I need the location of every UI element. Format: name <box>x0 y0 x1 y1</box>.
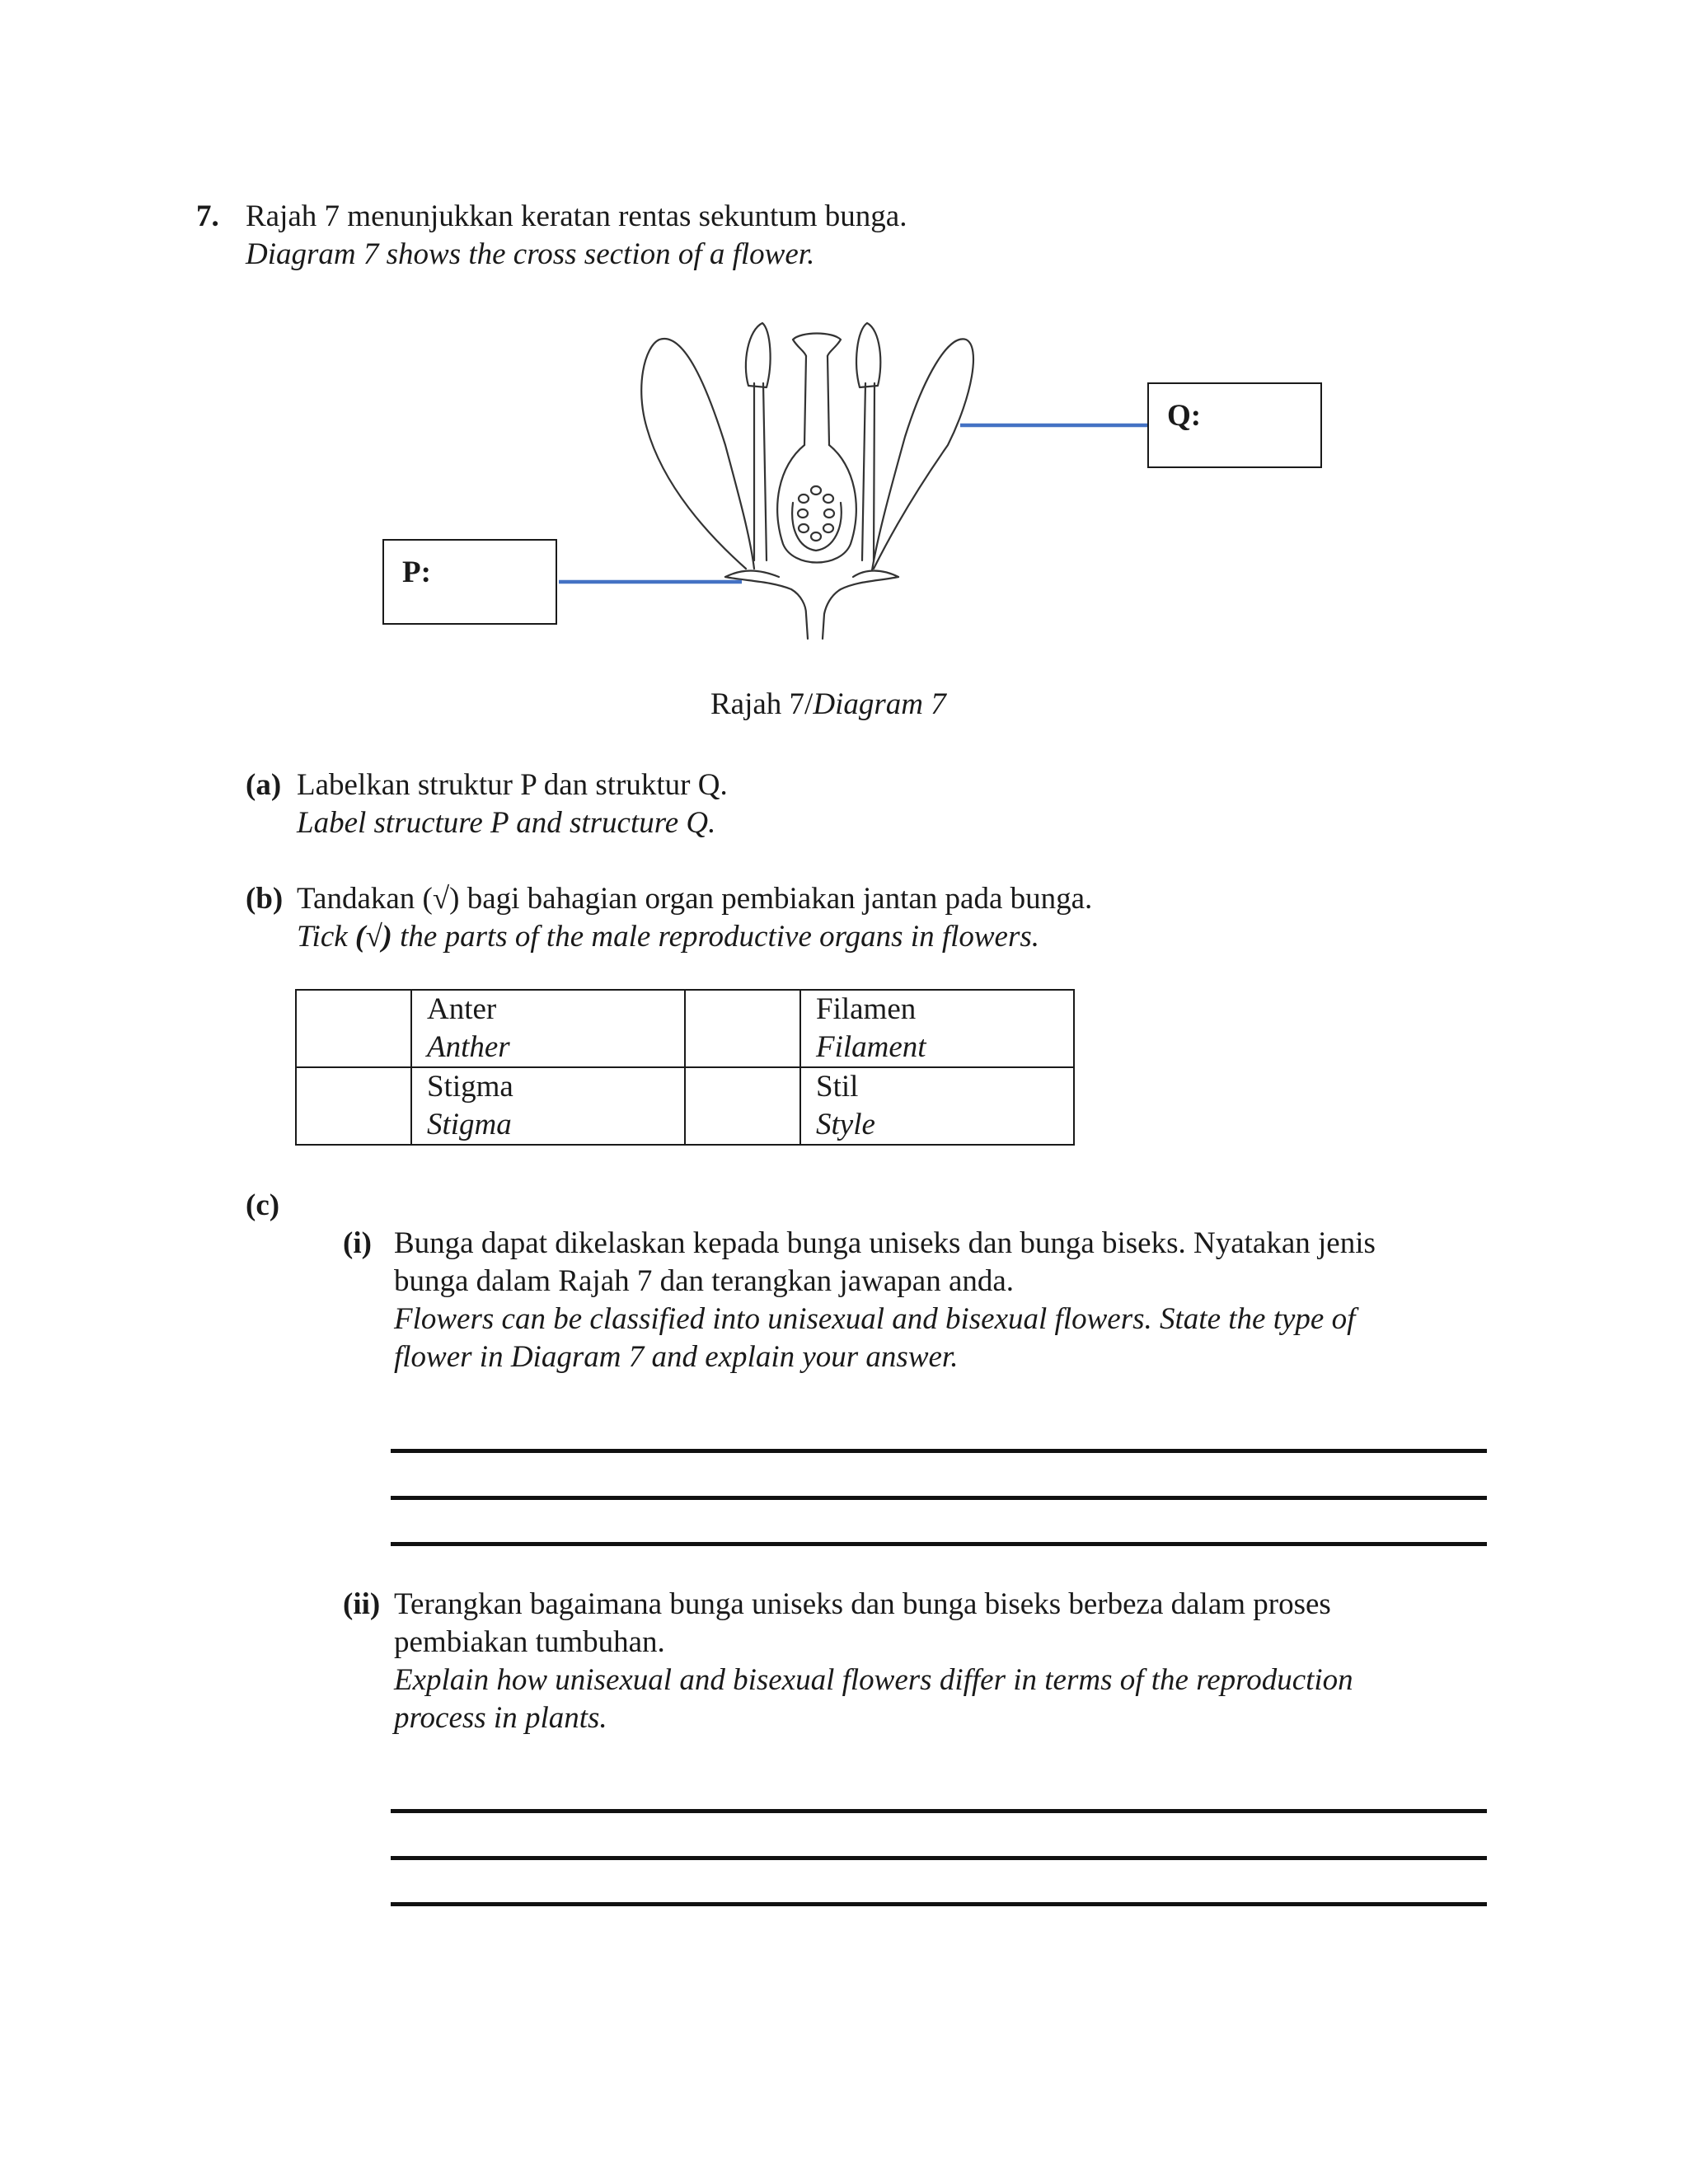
part-c-i-ms-2: bunga dalam Rajah 7 dan terangkan jawapan anda. <box>394 1264 1015 1298</box>
male-organs-tick-table <box>295 989 1075 1146</box>
part-c-ii-en-1: Explain how unisexual and bisexual flowers differ in terms of the reproduction <box>394 1663 1353 1697</box>
option-style <box>800 1067 1074 1145</box>
option-filament <box>800 990 1074 1067</box>
part-b-text-ms: Tandakan (√) bagi bahagian organ pembiakan jantan pada bunga. <box>297 882 1093 916</box>
option-style-en: Style <box>816 1108 875 1141</box>
part-c-ii-ms-1: Terangkan bagaimana bunga uniseks dan bunga biseks berbeza dalam proses <box>394 1587 1331 1621</box>
part-c-label: (c) <box>246 1188 280 1222</box>
ovule <box>811 486 821 494</box>
answer-line-c-i-1[interactable] <box>391 1449 1487 1453</box>
tick-box-anther[interactable] <box>296 990 411 1067</box>
part-a-text-ms: Labelkan struktur P dan struktur Q. <box>297 768 728 802</box>
part-c-i-label: (i) <box>343 1226 372 1260</box>
part-a-text-en: Label structure P and structure Q. <box>297 806 716 840</box>
ovary <box>777 445 856 563</box>
left-stamen <box>754 383 767 560</box>
part-b-text-en-a: Tick <box>297 920 355 954</box>
tick-box-stigma[interactable] <box>296 1067 411 1145</box>
stigma <box>793 334 841 357</box>
option-stigma <box>411 1067 685 1145</box>
right-stamen <box>862 383 874 560</box>
table-row <box>296 1067 1074 1145</box>
ovule <box>823 494 833 503</box>
part-c-i-en-2: flower in Diagram 7 and explain your answer. <box>394 1340 959 1374</box>
tick-box-filament[interactable] <box>685 990 800 1067</box>
label-p: P: <box>402 555 431 589</box>
tick-box-style[interactable] <box>685 1067 800 1145</box>
right-petal <box>872 339 973 570</box>
label-box-q[interactable] <box>1147 382 1322 468</box>
question-number: 7. <box>196 199 219 233</box>
part-c-i-ms-1: Bunga dapat dikelaskan kepada bunga uniseks dan bunga biseks. Nyatakan jenis <box>394 1226 1376 1260</box>
option-style-ms: Stil <box>816 1070 859 1104</box>
option-filament-en: Filament <box>816 1030 926 1064</box>
caption-ms: Rajah 7/ <box>710 687 814 721</box>
question-intro-ms: Rajah 7 menunjukkan keratan rentas sekuntum bunga. <box>246 199 907 233</box>
ovule <box>824 509 834 518</box>
answer-line-c-i-3[interactable] <box>391 1542 1487 1546</box>
receptacle <box>725 577 898 639</box>
left-petal <box>641 339 754 569</box>
answer-line-c-ii-1[interactable] <box>391 1809 1487 1813</box>
right-anther <box>856 323 880 387</box>
option-anther-ms: Anter <box>427 992 497 1026</box>
answer-line-c-ii-2[interactable] <box>391 1856 1487 1860</box>
left-anther <box>746 323 771 387</box>
answer-line-c-i-2[interactable] <box>391 1496 1487 1500</box>
part-c-ii-en-2: process in plants. <box>394 1701 607 1735</box>
style <box>804 356 829 445</box>
sepal-right <box>853 571 898 578</box>
part-c-ii-ms-2: pembiakan tumbuhan. <box>394 1625 665 1659</box>
option-stigma-ms: Stigma <box>427 1070 513 1104</box>
ovule <box>823 524 833 532</box>
caption-en: Diagram 7 <box>813 687 946 721</box>
label-q: Q: <box>1167 399 1202 433</box>
part-b-text-en-c: the parts of the male reproductive organs in flowers. <box>392 920 1040 954</box>
table-row <box>296 990 1074 1067</box>
question-intro-en: Diagram 7 shows the cross section of a flower. <box>246 237 815 271</box>
ovule <box>799 494 809 503</box>
diagram-caption <box>710 686 946 724</box>
option-anther-en: Anther <box>427 1030 510 1064</box>
part-b-label: (b) <box>246 882 284 916</box>
label-box-p[interactable] <box>382 539 557 625</box>
part-b-text-en <box>297 918 1039 956</box>
option-filament-ms: Filamen <box>816 992 917 1026</box>
option-anther <box>411 990 685 1067</box>
ovule <box>799 524 809 532</box>
ovule <box>798 509 808 518</box>
sepal-left <box>725 571 779 578</box>
part-c-i-en-1: Flowers can be classified into unisexual and bisexual flowers. State the type of <box>394 1302 1356 1336</box>
part-b-tick-symbol: (√) <box>354 920 392 954</box>
option-stigma-en: Stigma <box>427 1108 512 1141</box>
part-c-ii-label: (ii) <box>343 1587 381 1621</box>
ovule <box>811 532 821 541</box>
answer-line-c-ii-3[interactable] <box>391 1902 1487 1906</box>
part-a-label: (a) <box>246 768 282 802</box>
